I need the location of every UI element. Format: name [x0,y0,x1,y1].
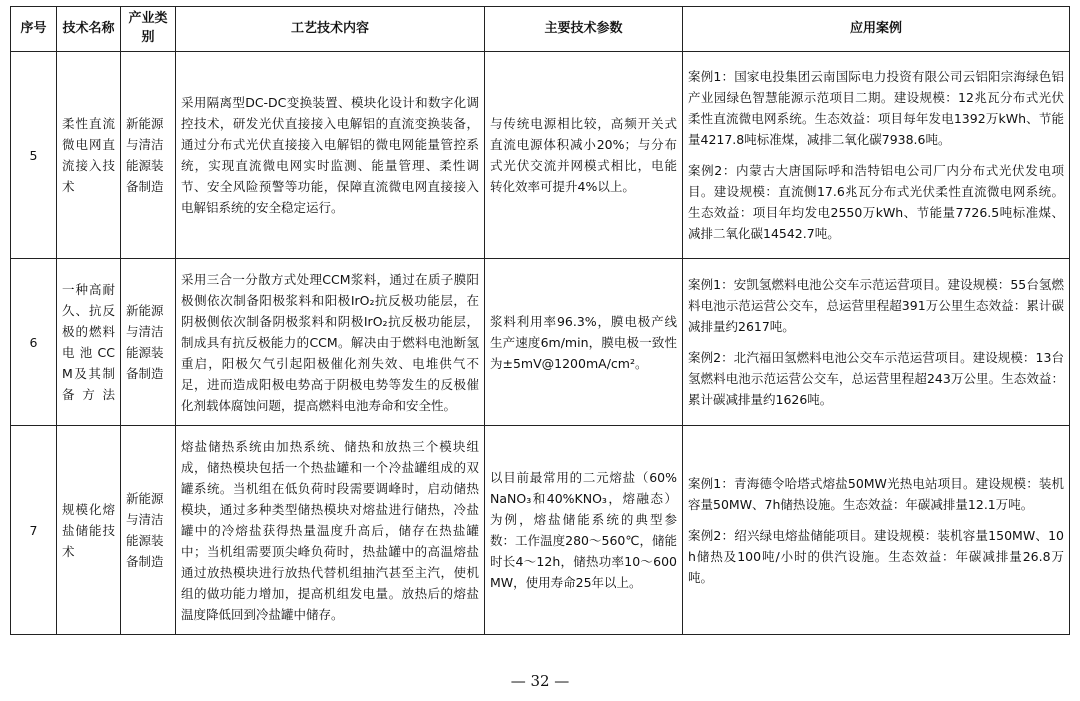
header-params: 主要技术参数 [485,7,683,52]
header-no: 序号 [11,7,57,52]
process-content: 采用隔离型DC-DC变换装置、模块化设计和数字化调控技术，研发光伏直接接入电解铝的直流变换装备，通过分布式光伏直接接入电解铝的微电网能量管控系统，实现直流微电网实时监测、能量管理、柔性调节、安全风险预警等功能，保障直流微电网直接接入电解铝系统的安全稳定运行。 [176,52,485,259]
process-content: 采用三合一分散方式处理CCM浆料，通过在质子膜阳极侧依次制备阳极浆料和阳极IrO₂抗反极功能层，在阴极侧依次制备阴极浆料和阴极IrO₂抗反极功能层，制成具有抗反极能力的CCM。解决由于燃料电池断氢重启，阳极欠气引起阳极催化剂失效、电堆供气不足，进而造成阳极电势高于阴极电势等发生的反极催化剂载体腐蚀问题，提高燃料电池寿命和安全性。 [176,259,485,426]
table-row [11,426,1070,635]
industry-category: 新能源与清洁能源装备制造 [121,259,176,426]
row-number: 5 [11,52,57,259]
case-2: 案例2：绍兴绿电熔盐储能项目。建设规模：装机容量150MW、10h储热及100吨/小时的供汽设施。生态效益：年碳减排量26.8万吨。 [688,527,1064,585]
process-content: 熔盐储热系统由加热系统、储热和放热三个模块组成，储热模块包括一个热盐罐和一个冷盐罐组成的双罐系统。当机组在低负荷时段需要调峰时，启动储热模块，通过多种类型储热模块对熔盐进行储热，冷盐罐中的冷熔盐获得热量温度升高后，储存在热盐罐中；当机组需要顶尖峰负荷时，热盐罐中的高温熔盐通过放热模块进行放热代替机组抽汽甚至主汽，使机组的做功能力增加，提高机组发电量。放热后的熔盐温度降低回到冷盐罐中储存。 [176,426,485,635]
header-category: 产业类别 [121,7,176,52]
case-1: 案例1：青海德令哈塔式熔盐50MW光热电站项目。建设规模：装机容量50MW、7h储热设施。生态效益：年碳减排量12.1万吨。 [688,475,1064,512]
table-row [11,259,1070,426]
case-1: 案例1：国家电投集团云南国际电力投资有限公司云铝阳宗海绿色铝产业园绿色智慧能源示范项目二期。建设规模：12兆瓦分布式光伏柔性直流微电网系统。生态效益：项目每年发电1392万kWh、节能量4217.8吨标准煤，减排二氧化碳7938.6吨。 [688,69,1064,147]
technical-params: 以目前最常用的二元熔盐（60%NaNO₃和40%KNO₃，熔融态）为例，熔盐储能系统的典型参数：工作温度280～560℃，储能时长4～12h，储热功率10～600MW，使用寿命25年以上。 [485,426,683,635]
application-cases [683,259,1070,426]
table-row [11,52,1070,259]
case-2: 案例2：内蒙古大唐国际呼和浩特铝电公司厂内分布式光伏发电项目。建设规模：直流侧17.6兆瓦分布式光伏柔性直流微电网系统。生态效益：项目年均发电2550万kWh、节能量7726.5吨标准煤、减排二氧化碳14542.7吨。 [688,163,1064,241]
header-name: 技术名称 [57,7,121,52]
case-1: 案例1：安凯氢燃料电池公交车示范运营项目。建设规模：55台氢燃料电池示范运营公交车，总运营里程超391万公里生态效益：累计碳减排量约2617吨。 [688,277,1064,334]
application-cases [683,52,1070,259]
technology-table [10,6,1070,635]
technical-params: 浆料利用率96.3%，膜电极产线生产速度6m/min，膜电极一致性为±5mV@1200mA/cm²。 [485,259,683,426]
table-header-row [11,7,1070,52]
industry-category: 新能源与清洁能源装备制造 [121,52,176,259]
page-number: — 32 — [510,672,570,690]
technology-name: 柔性直流微电网直流接入技术 [57,52,121,259]
row-number: 7 [11,426,57,635]
case-2: 案例2：北汽福田氢燃料电池公交车示范运营项目。建设规模：13台氢燃料电池示范运营公交车，总运营里程超243万公里。生态效益：累计碳减排量约1626吨。 [688,350,1064,407]
row-number: 6 [11,259,57,426]
technical-params: 与传统电源相比较，高频开关式直流电源体积减小20%；与分布式光伏交流并网模式相比，电能转化效率可提升4%以上。 [485,52,683,259]
application-cases [683,426,1070,635]
technology-name: 一种高耐久、抗反极的燃料电池CCM及其制备方法 [57,259,121,426]
industry-category: 新能源与清洁能源装备制造 [121,426,176,635]
header-content: 工艺技术内容 [176,7,485,52]
technology-name: 规模化熔盐储能技术 [57,426,121,635]
header-cases: 应用案例 [683,7,1070,52]
